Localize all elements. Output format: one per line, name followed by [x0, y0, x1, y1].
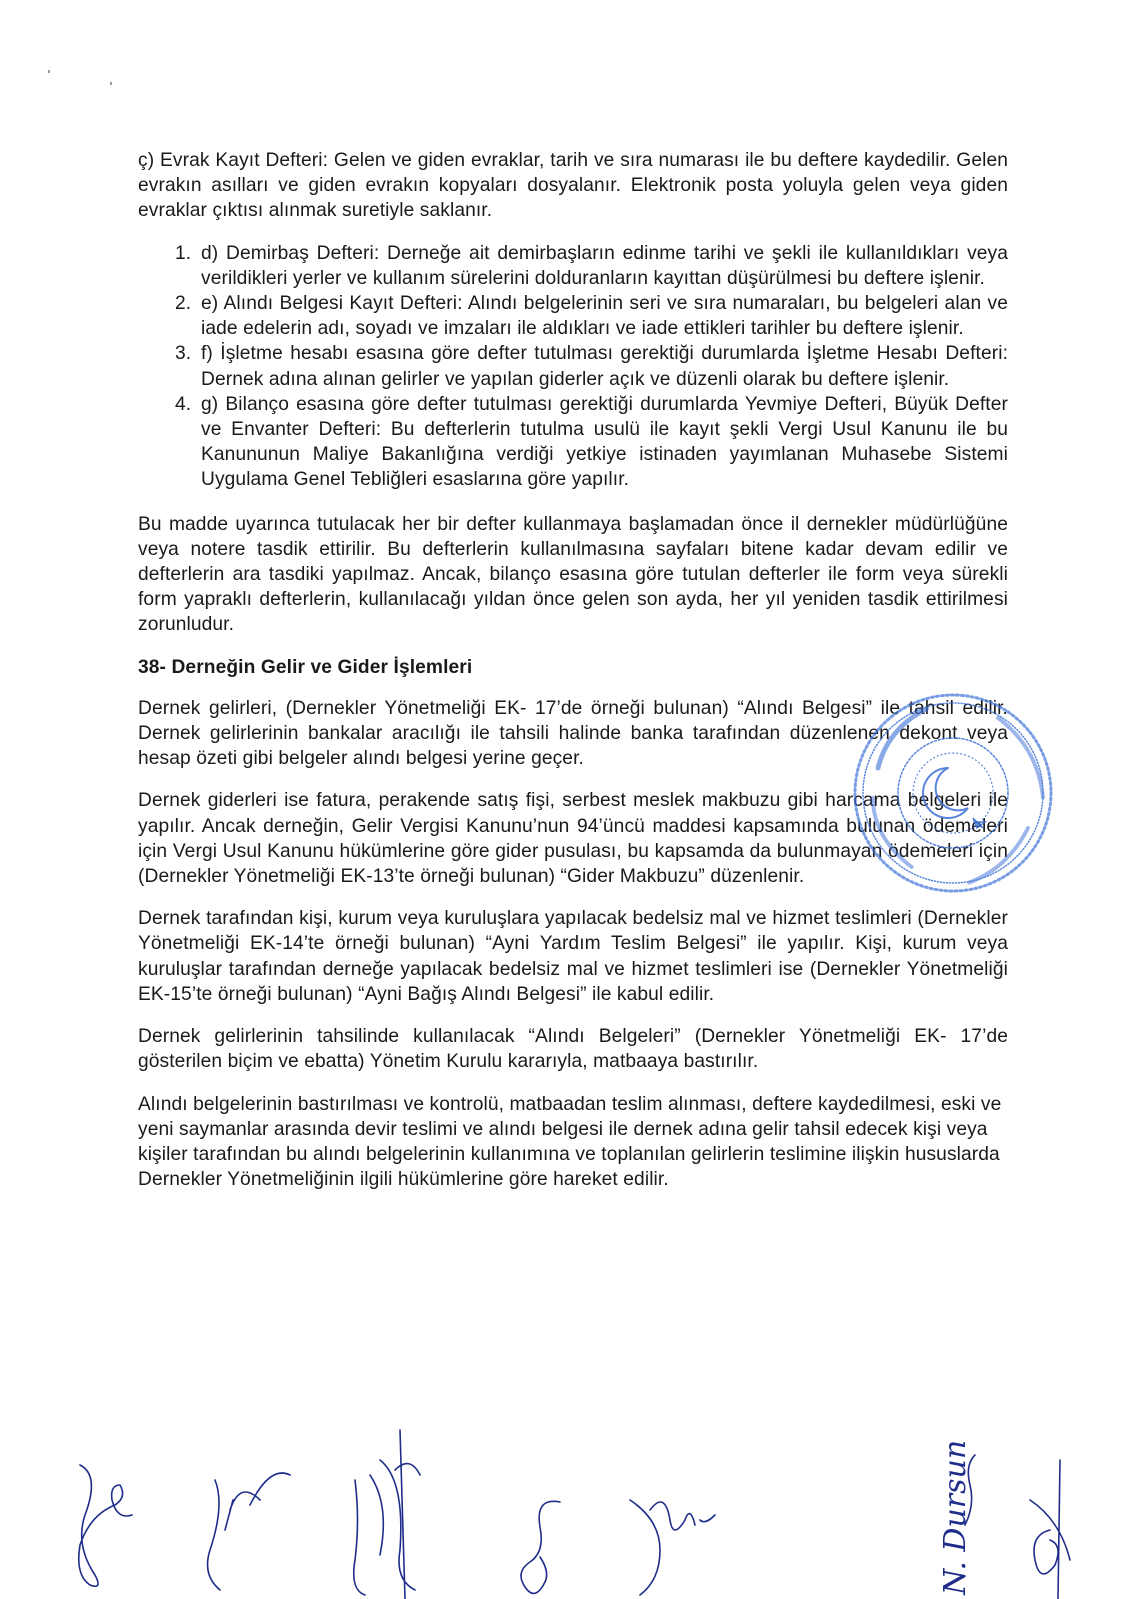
section-heading: 38- Derneğin Gelir ve Gider İşlemleri [138, 656, 473, 678]
section-paragraph: Dernek gelirlerinin tahsilinde kullanılacak “Alındı Belgeleri” (Dernekler Yönetmeliği EK- 17’de gösterilen biçim ve ebatta) Yönetim Kurulu kararıyla, matbaaya bastırılır. [138, 1026, 1008, 1073]
tasdik-paragraph: Bu madde uyarınca tutulacak her bir defter kullanmaya başlamadan önce il dernekler müdürlüğüne veya notere tasdik ettirilir. Bu defterlerin kullanılmasına sayfaları bitene kadar devam edilir ve defterlerin ara tasdiki yapılmaz. Ancak, bilanço esasına göre tutulan defterler ile form veya sürekli form yapraklı defterlerin, kullanılacağı yıldan önce gelen son ayda, her yıl yeniden tasdik ettirilmesi zorunludur. [138, 513, 1008, 636]
signature-handwritten-name: N. Dursun [938, 1439, 973, 1595]
document-body [138, 148, 1008, 1209]
list-item: 3. f) İşletme hesabı esasına göre defter tutulması gerektiği durumlarda İşletme Hesabı Defteri: Dernek adına alınan gelirler ve yapılan giderler açık ve düzenli olarak bu deftere işlenir. [175, 343, 1008, 390]
intro-paragraph: ç) Evrak Kayıt Defteri: Gelen ve giden evraklar, tarih ve sıra numarası ile bu deftere kaydedilir. Gelen evrakın asılları ve giden evrakın kopyaları dosyalanır. Elektronik posta yoluyla gelen veya giden evraklar çıktısı alınmak suretiyle saklanır. [138, 150, 1008, 222]
signature-6-icon [938, 1440, 975, 1596]
list-item: 2. e) Alındı Belgesi Kayıt Defteri: Alındı belgelerinin seri ve sıra numaraları, bu belgeleri alan ve iade edelerin adı, soyadı ve imzaları ile aldıkları ve iade ettikleri tarihler bu deftere işlenir. [175, 293, 1008, 340]
list-item: 4. g) Bilanço esasına göre defter tutulması gerektiği durumlarda Yevmiye Defteri, Büyük Defter ve Envanter Defteri: Bu defterlerin tutulma usulü ile kayıt şekli Vergi Usul Kanunu ile bu Kanununun Maliye Bakanlığına verdiği yetkiye istinaden yayımlanan Muhasebe Sistemi Uygulama Genel Tebliğleri esaslarına göre yapılır. [175, 393, 1008, 491]
section-paragraph: Dernek tarafından kişi, kurum veya kuruluşlara yapılacak bedelsiz mal ve hizmet teslimleri (Dernekler Yönetmeliği EK-14’te örneği bulunan) “Ayni Yardım Teslim Belgesi” ile yapılır. Kişi, kurum veya kuruluşlar tarafından derneğe yapılacak bedelsiz mal ve hizmet teslimleri ise (Dernekler Yönetmeliği EK-15’te örneği bulunan) “Ayni Bağış Alındı Belgesi” ile kabul edilir. [138, 908, 1008, 1005]
signature-1-icon [79, 1465, 132, 1586]
signature-5-icon [630, 1500, 715, 1595]
ledger-list [138, 241, 1008, 493]
section-paragraph: Dernek giderleri ise fatura, perakende satış fişi, serbest meslek makbuzu gibi harcama belgeleri ile yapılır. Ancak derneğin, Gelir Vergisi Kanunu’nun 94’üncü maddesi kapsamında bulunan ödemeleri için Vergi Usul Kanunu hükümlerine göre gider pusulası, bu kapsamda da bulunmayan ödemeleri için (Dernekler Yönetmeliği EK-13’te örneği bulunan) “Gider Makbuzu” düzenlenir. [138, 790, 1008, 888]
signature-2-icon [208, 1473, 290, 1590]
signature-3-icon [354, 1430, 420, 1599]
list-item: 1. d) Demirbaş Defteri: Derneğe ait demirbaşların edinme tarihi ve şekli ile kullanıldıkları veya verildikleri yerler ve kullanım sürelerini dolduranların kayıttan düşürülmesi bu deftere işlenir. [175, 242, 1008, 289]
signatures-area [0, 1420, 1131, 1599]
scan-speck [110, 82, 112, 85]
section-paragraph: Dernek gelirleri, (Dernekler Yönetmeliği EK- 17’de örneği bulunan) “Alındı Belgesi” ile tahsil edilir. Dernek gelirlerinin bankalar aracılığı ile tahsili halinde banka tarafından düzenlenen dekont veya hesap özeti gibi belgeler alındı belgesi yerine geçer. [138, 697, 1008, 770]
signature-4-icon [521, 1501, 560, 1593]
section-paragraph: Alındı belgelerinin bastırılması ve kontrolü, matbaadan teslim alınması, deftere kaydedilmesi, eski ve yeni saymanlar arasında devir teslimi ve alındı belgesi ile dernek adına gelir tahsil edecek kişi veya kişiler tarafından bu alındı belgelerinin kullanımına ve toplanılan gelirlerin teslimine ilişkin hususlarda Dernekler Yönetmeliğinin ilgili hükümlerine göre hareket edilir. [138, 1093, 1002, 1191]
scan-speck [48, 70, 50, 73]
signature-7-icon [1030, 1460, 1070, 1599]
